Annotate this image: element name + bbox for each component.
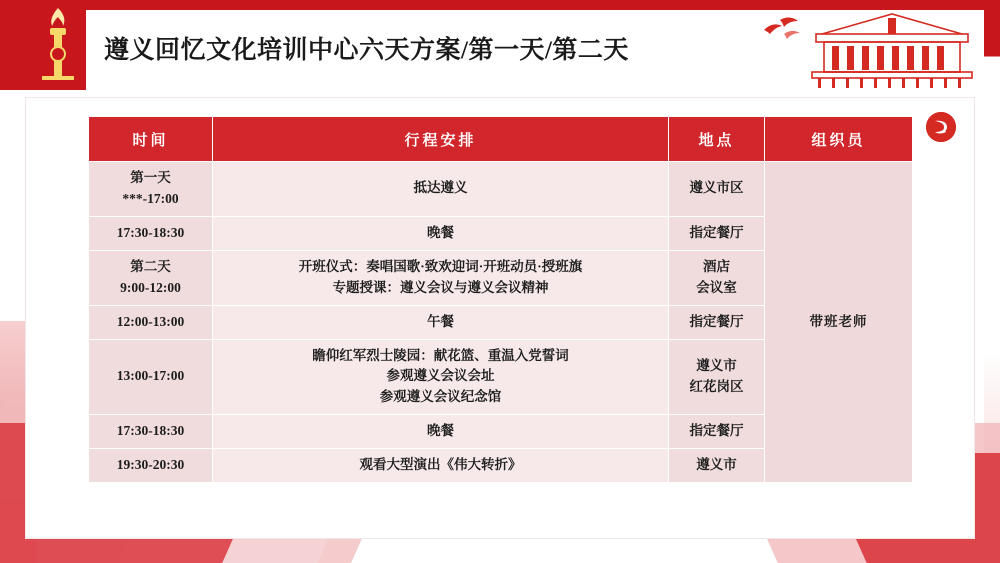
cell-place: 指定餐厅 (669, 305, 765, 339)
cell-itinerary: 午餐 (213, 305, 669, 339)
cell-itinerary: 晚餐 (213, 415, 669, 449)
cell-time: 17:30-18:30 (89, 216, 213, 250)
column-header-place: 地点 (669, 117, 765, 162)
cell-time: 12:00-13:00 (89, 305, 213, 339)
cell-place: 遵义市 红花岗区 (669, 339, 765, 415)
cell-place: 指定餐厅 (669, 216, 765, 250)
table-header-row (89, 117, 913, 162)
monument-icon (802, 8, 982, 88)
cell-time: 13:00-17:00 (89, 339, 213, 415)
cell-itinerary: 开班仪式：奏唱国歌·致欢迎词·开班动员·授班旗 专题授课：遵义会议与遵义会议精神 (213, 250, 669, 305)
cell-time: 第二天 9:00-12:00 (89, 250, 213, 305)
column-header-itinerary: 行程安排 (213, 117, 669, 162)
column-header-time: 时间 (89, 117, 213, 162)
page-title: 遵义回忆文化培训中心六天方案/第一天/第二天 (104, 37, 629, 64)
column-header-organizer: 组织员 (765, 117, 913, 162)
table-row (89, 162, 913, 217)
cell-place: 遵义市区 (669, 162, 765, 217)
cell-place: 酒店 会议室 (669, 250, 765, 305)
content-card (26, 98, 974, 538)
cell-itinerary: 观看大型演出《伟大转折》 (213, 449, 669, 483)
doves-icon (760, 14, 804, 44)
cell-place: 遵义市 (669, 449, 765, 483)
cell-itinerary: 抵达遵义 (213, 162, 669, 217)
cell-time: 19:30-20:30 (89, 449, 213, 483)
cell-time: 第一天 ***-17:00 (89, 162, 213, 217)
cell-itinerary: 晚餐 (213, 216, 669, 250)
logo-badge-icon (926, 112, 956, 142)
cell-itinerary: 瞻仰红军烈士陵园：献花篮、重温入党誓词 参观遵义会议会址 参观遵义会议纪念馆 (213, 339, 669, 415)
schedule-table (88, 116, 913, 483)
cell-organizer: 带班老师 (765, 162, 913, 483)
slide-header (0, 0, 1000, 92)
cell-place: 指定餐厅 (669, 415, 765, 449)
cell-time: 17:30-18:30 (89, 415, 213, 449)
torch-emblem-icon (32, 6, 84, 84)
